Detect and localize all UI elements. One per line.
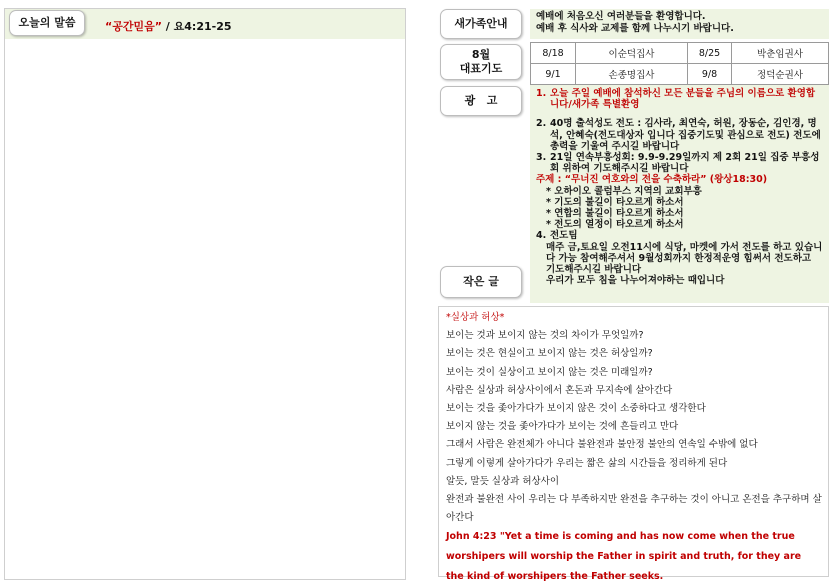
sermon-panel bbox=[4, 8, 406, 580]
notice-sub-2: * 기도의 불길이 타오르게 하소서 bbox=[546, 196, 684, 208]
article-line: 보이는 것이 실상이고 보이지 않는 것은 미래일까? bbox=[446, 366, 653, 378]
prayer-label bbox=[440, 44, 522, 80]
article-line: 보이지 않는 것을 좇아가다가 보이는 것에 흔들리고 만다 bbox=[446, 421, 679, 433]
notice-item-4: 4. 전도팀 bbox=[536, 230, 578, 242]
article-line: 보이는 것을 좇아가다가 보이지 않은 것이 소중하다고 생각한다 bbox=[446, 403, 706, 415]
notice-item-4-closing: 우리가 모두 침을 나누어져야하는 때입니다 bbox=[546, 275, 725, 287]
article-line: 알듯, 말듯 실상과 허상사이 bbox=[446, 475, 560, 487]
welcome-message bbox=[530, 9, 829, 39]
notice-theme: 주제 : “무너진 여호와의 전을 수축하라” (왕상18:30) bbox=[536, 174, 768, 186]
welcome-line-2: 예배 후 식사와 교제를 함께 나누시기 바랍니다. bbox=[536, 22, 734, 34]
prayer-person: 이순덕집사 bbox=[576, 43, 688, 64]
welcome-line-1: 예배에 처음오신 여러분들을 환영합니다. bbox=[536, 11, 706, 22]
prayer-date: 8/25 bbox=[688, 43, 732, 64]
prayer-schedule-table bbox=[530, 42, 829, 85]
welcome-label: 새가족안내 bbox=[440, 9, 522, 39]
small-text-label: 작은 글 bbox=[440, 266, 522, 298]
article-line: 그래서 사람은 완전체가 아니다 불완전과 불안정 불안의 연속일 수밖에 없다 bbox=[446, 439, 758, 451]
article-line: 보이는 것과 보이지 않는 것의 차이가 무엇일까? bbox=[446, 330, 644, 342]
small-text-article bbox=[438, 306, 829, 583]
sermon-title: “공간믿음” bbox=[105, 20, 162, 33]
notice-sub-4: * 전도의 열정이 타오르게 하소서 bbox=[546, 219, 684, 231]
prayer-date: 9/1 bbox=[531, 64, 576, 85]
notice-item-1: 1. 오늘 주일 예배에 참석하신 모든 분들을 주님의 이름으로 환영합니다/새가족 특별환영 bbox=[536, 88, 816, 111]
prayer-person: 박춘임권사 bbox=[732, 43, 829, 64]
notice-sub-1: * 오하이오 콜럼부스 지역의 교회부흥 bbox=[546, 185, 702, 197]
notice-item-2: 2. 40명 출석성도 전도 : 김사라, 최연숙, 허원, 장동순, 김인경, 명석, 안혜숙(전도대상자 입니다 집중기도및 관심으로 전도) 전도에 총력을 기울여 주시길 바랍니다 bbox=[536, 118, 821, 152]
prayer-label-title: 대표기도 bbox=[459, 62, 503, 75]
table-row bbox=[531, 43, 829, 64]
article-line: 완전과 불완전 사이 우리는 다 부족하지만 완전을 추구하는 것이 아니고 온전을 추구하며 살아간다 bbox=[446, 494, 822, 524]
article-line: 그렇게 이렇게 살아가다가 우리는 짧은 삶의 시간들을 정리하게 된다 bbox=[446, 457, 728, 469]
notice-item-4-body: 매주 금,토요일 오전11시에 식당, 마켓에 가서 전도를 하고 있습니다 가능 참여해주셔서 9월성회까지 한정적운영 힘써서 전도하고 기도해주시길 바랍니다 bbox=[546, 241, 823, 276]
sermon-reference: / 요4:21-25 bbox=[161, 20, 232, 33]
prayer-person: 정덕순권사 bbox=[732, 64, 829, 85]
article-line: 보이는 것은 현실이고 보이지 않는 것은 허상일까? bbox=[446, 348, 653, 360]
prayer-date: 8/18 bbox=[531, 43, 576, 64]
notices-content bbox=[530, 85, 829, 303]
scripture-english: John 4:23 "Yet a time is coming and has now come when the true worshipers will worship the Father in spirit and truth, for they are the kind of worshipers the Father seeks. bbox=[446, 531, 802, 583]
notices-label: 광 고 bbox=[440, 86, 522, 116]
prayer-date: 9/8 bbox=[688, 64, 732, 85]
prayer-person: 손종명집사 bbox=[576, 64, 688, 85]
notice-sub-3: * 연합의 불길이 타오르게 하소서 bbox=[546, 208, 684, 220]
prayer-label-month: 8월 bbox=[471, 48, 491, 62]
sermon-verse bbox=[105, 18, 232, 34]
table-row bbox=[531, 64, 829, 85]
sermon-label: 오늘의 말씀 bbox=[9, 10, 85, 36]
article-title: *실상과 허상* bbox=[446, 312, 505, 323]
article-line: 사람은 실상과 허상사이에서 혼돈과 무지속에 살아간다 bbox=[446, 384, 673, 396]
notice-item-3: 3. 21일 연속부흥성회: 9.9-9.29일까지 제 2회 21일 집중 부흥성회 위하여 기도해주시길 바랍니다 bbox=[536, 152, 820, 175]
